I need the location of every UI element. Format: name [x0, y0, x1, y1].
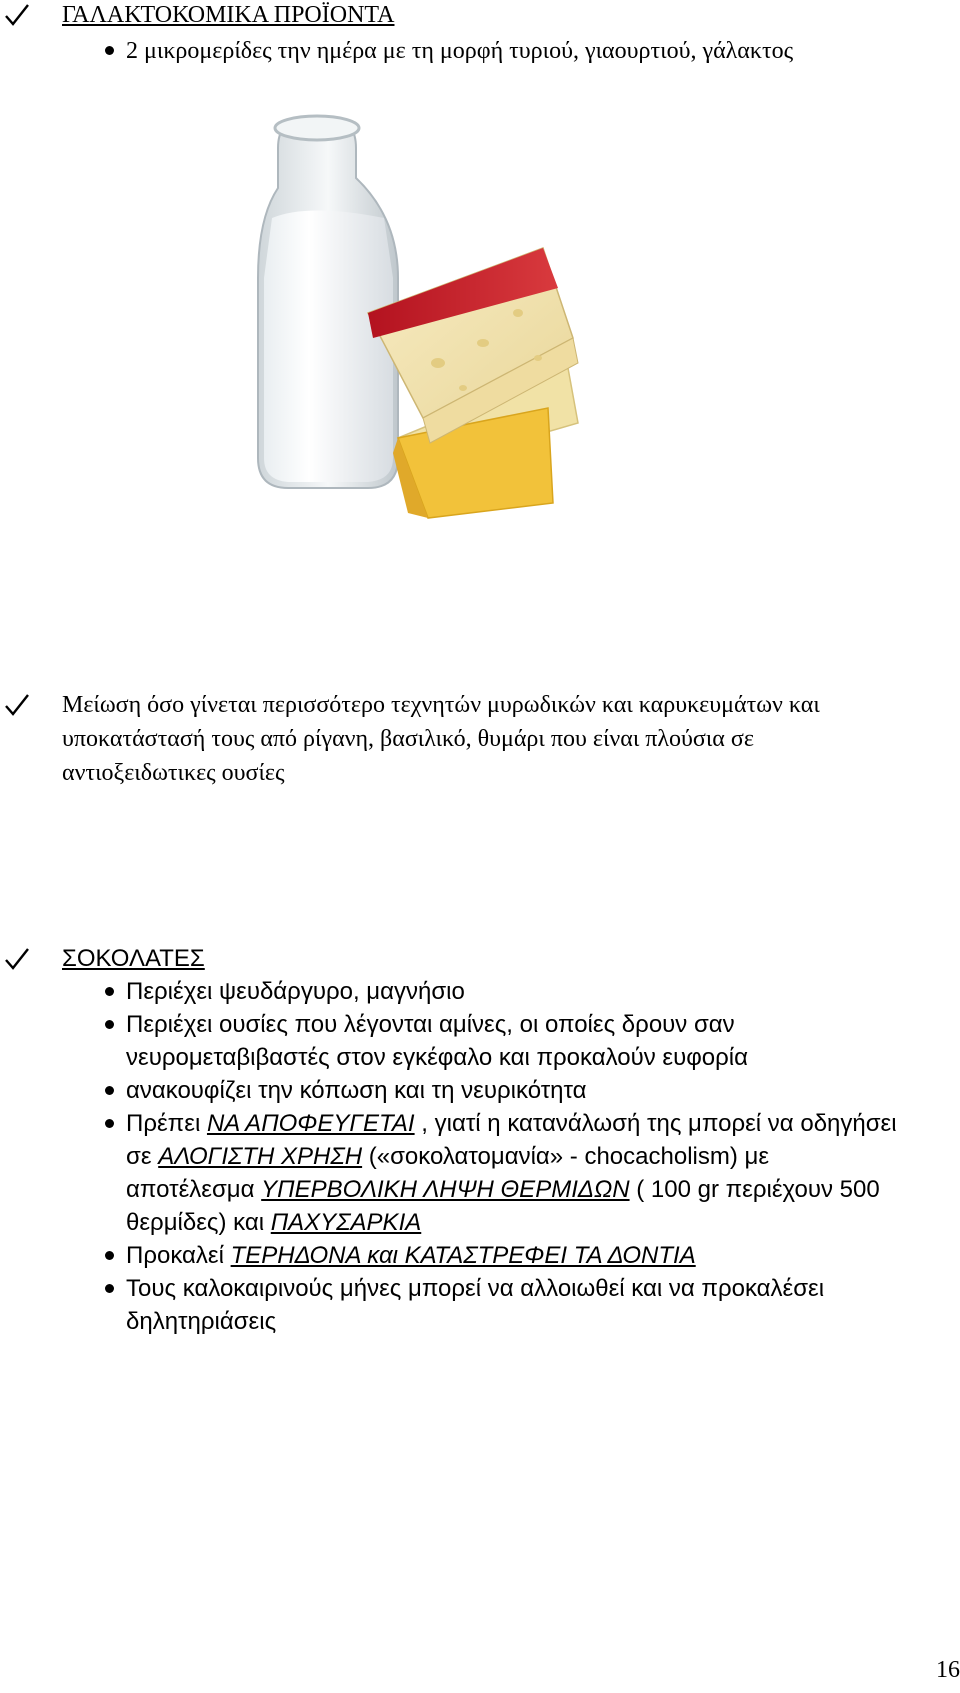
checkmark-icon	[2, 0, 32, 30]
bullet-icon	[105, 1086, 114, 1095]
chocolate-bullet-4-line-1: Πρέπει ΝΑ ΑΠΟΦΕΥΓΕΤΑΙ , γιατί η κατανάλωσή της μπορεί να οδηγήσει	[126, 1110, 897, 1137]
bullet-icon	[105, 1284, 114, 1293]
emphasis-text: ΝΑ ΑΠΟΦΕΥΓΕΤΑΙ	[206, 1110, 415, 1137]
section-heading-dairy: ΓΑΛΑΚΤΟΚΟΜΙΚΑ ΠΡΟΪΟΝΤΑ	[62, 2, 395, 28]
bullet-icon	[105, 46, 114, 55]
checkmark-icon	[2, 944, 32, 974]
herbs-text-line-2: υποκατάστασή τους από ρίγανη, βασιλικό, θυμάρι που είναι πλούσια σε	[62, 726, 754, 752]
emphasis-text: ΑΛΟΓΙΣΤΗ ΧΡΗΣΗ	[158, 1143, 363, 1170]
chocolate-bullet-3: ανακουφίζει την κόπωση και τη νευρικότητα	[126, 1077, 587, 1104]
chocolate-bullet-4-line-2: σε ΑΛΟΓΙΣΤΗ ΧΡΗΣΗ («σοκολατομανία» - chocacholism) με	[126, 1143, 770, 1170]
herbs-text-line-3: αντιοξειδωτικες ουσίες	[62, 760, 285, 786]
bullet-icon	[105, 1020, 114, 1029]
chocolate-bullet-5: Προκαλεί ΤΕΡΗΔΟΝΑ και ΚΑΤΑΣΤΡΕΦΕΙ ΤΑ ΔΟΝΤΙΑ	[126, 1242, 696, 1269]
bullet-icon	[105, 1251, 114, 1260]
page-number: 16	[936, 1657, 960, 1683]
chocolate-bullet-6-line-2: δηλητηριάσεις	[126, 1308, 277, 1335]
chocolate-bullet-2-line-1: Περιέχει ουσίες που λέγονται αμίνες, οι οποίες δρουν σαν	[126, 1011, 735, 1038]
dairy-products-image	[248, 108, 648, 528]
bullet-icon	[105, 987, 114, 996]
chocolate-bullet-1: Περιέχει ψευδάργυρο, μαγνήσιο	[126, 978, 465, 1005]
bullet-icon	[105, 1119, 114, 1128]
chocolate-bullet-4-line-3: αποτέλεσμα ΥΠΕΡΒΟΛΙΚΗ ΛΗΨΗ ΘΕΡΜΙΔΩΝ ( 100 gr περιέχουν 500	[126, 1176, 880, 1203]
checkmark-icon	[2, 690, 32, 720]
chocolate-bullet-4-line-4: θερμίδες) και ΠΑΧΥΣΑΡΚΙΑ	[126, 1209, 422, 1236]
emphasis-text: ΠΑΧΥΣΑΡΚΙΑ	[270, 1209, 422, 1236]
herbs-text-line-1: Μείωση όσο γίνεται περισσότερο τεχνητών μυρωδικών και καρυκευμάτων και	[62, 692, 820, 718]
emphasis-text: ΤΕΡΗΔΟΝΑ και ΚΑΤΑΣΤΡΕΦΕΙ ΤΑ ΔΟΝΤΙΑ	[230, 1242, 696, 1269]
chocolate-bullet-6-line-1: Τους καλοκαιρινούς μήνες μπορεί να αλλοιωθεί και να προκαλέσει	[126, 1275, 825, 1302]
chocolate-bullet-2-line-2: νευρομεταβιβαστές στον εγκέφαλο και προκαλούν ευφορία	[126, 1044, 748, 1071]
section-heading-chocolates: ΣΟΚΟΛΑΤΕΣ	[62, 945, 205, 972]
emphasis-text: ΥΠΕΡΒΟΛΙΚΗ ΛΗΨΗ ΘΕΡΜΙΔΩΝ	[261, 1176, 630, 1203]
dairy-bullet-text: 2 μικρομερίδες την ημέρα με τη μορφή τυριού, γιαουρτιού, γάλακτος	[126, 38, 794, 64]
